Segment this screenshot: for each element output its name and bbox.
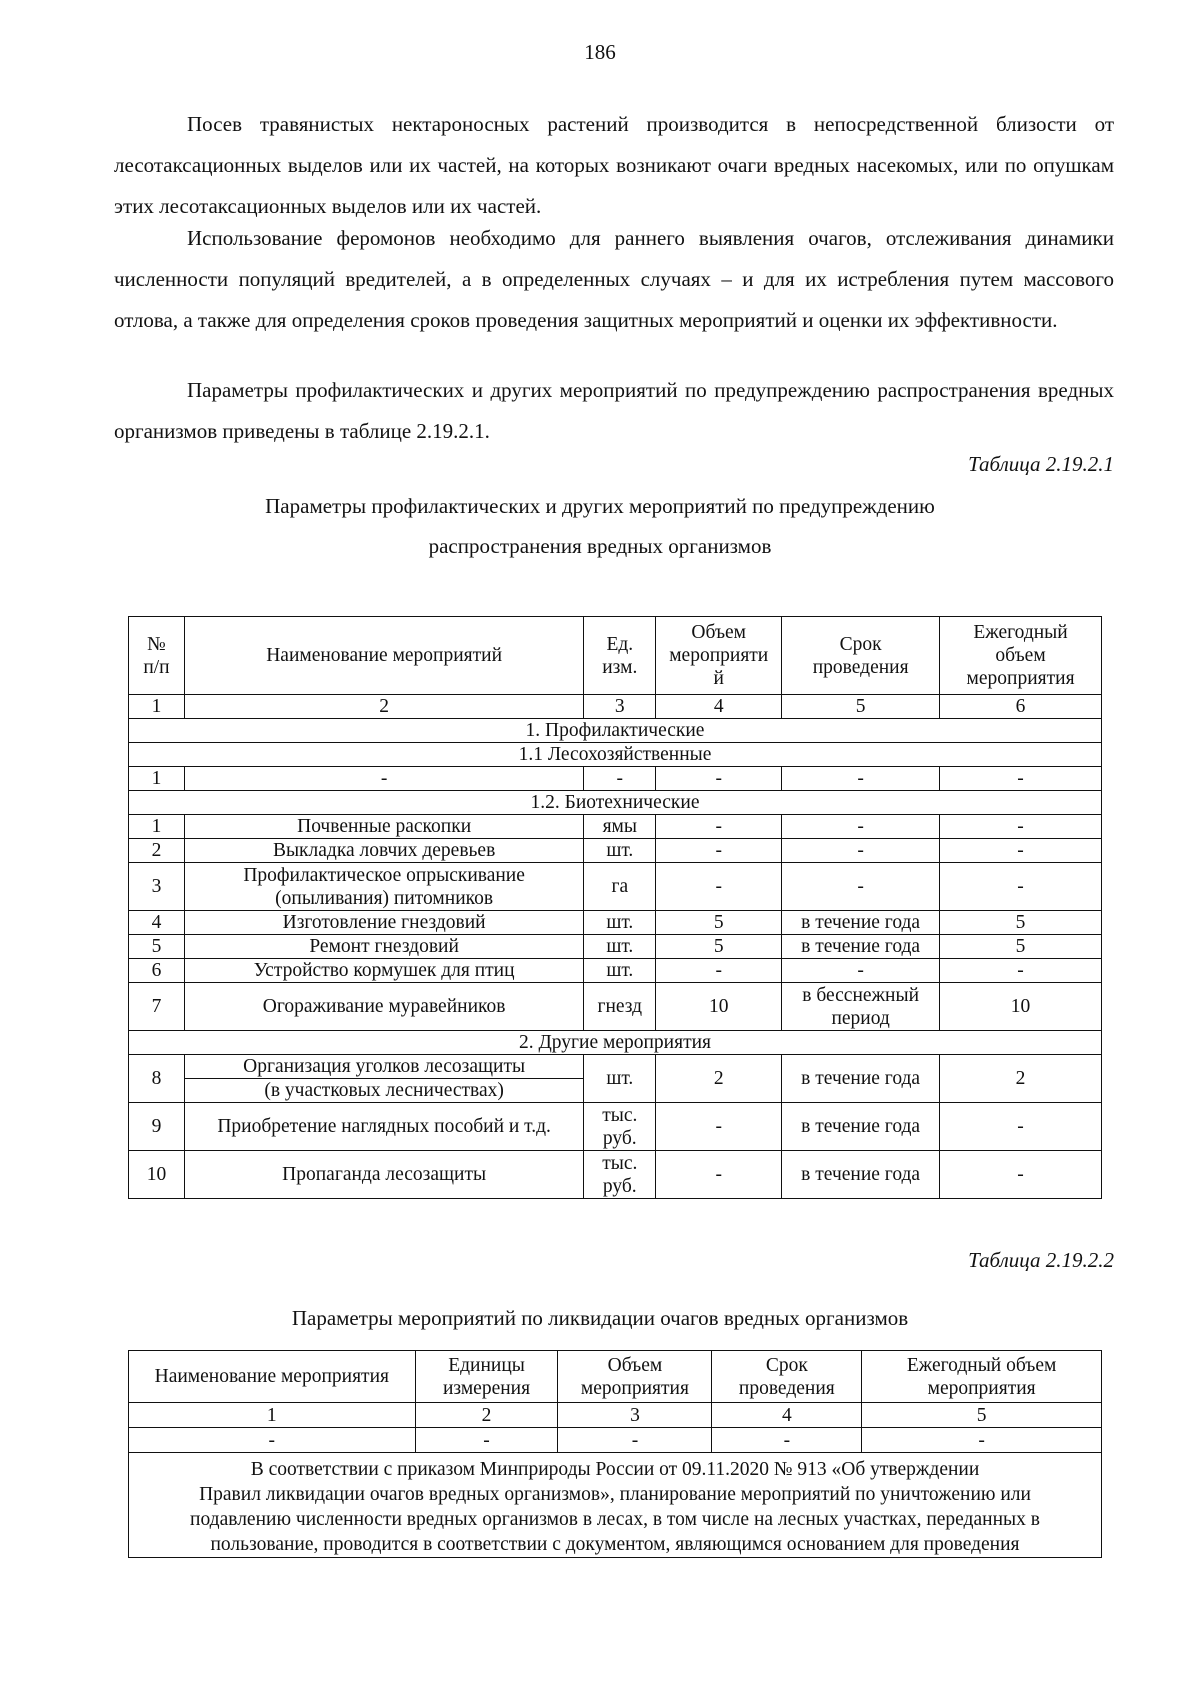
column-number-row <box>129 695 1102 719</box>
section-row <box>129 719 1102 743</box>
cell-name-line2: (в участковых лесничествах) <box>184 1079 583 1103</box>
note-line: пользование, проводится в соответствии с документом, являющимся основанием для проведения <box>210 1534 1020 1555</box>
cell-volume: 10 <box>656 983 782 1031</box>
liquidation-note <box>129 1453 1102 1558</box>
cell-volume: - <box>656 1151 782 1199</box>
table-header-row <box>129 1351 1102 1403</box>
table-row <box>129 911 1102 935</box>
cell-name: Устройство кормушек для птиц <box>184 959 583 983</box>
cell-volume: - <box>656 863 782 911</box>
table-row <box>129 815 1102 839</box>
table-row <box>129 863 1102 911</box>
cell-no: 1 <box>129 815 185 839</box>
table-row <box>129 767 1102 791</box>
table-preventive-measures <box>128 616 1102 1199</box>
cell-volume: 5 <box>656 911 782 935</box>
cell-unit: - <box>584 767 656 791</box>
col-number: 4 <box>656 695 782 719</box>
header-volume: Объем мероприятия <box>558 1351 712 1403</box>
col-number: 1 <box>129 1403 416 1428</box>
table-liquidation-measures <box>128 1350 1102 1558</box>
table2-title: Параметры мероприятий по ликвидации очагов вредных организмов <box>291 1306 909 1330</box>
cell-term: в бесснежный период <box>782 983 940 1031</box>
section-forestry: 1.1 Лесохозяйственные <box>129 743 1102 767</box>
cell-no: 6 <box>129 959 185 983</box>
cell-volume: 5 <box>656 935 782 959</box>
cell-annual: 5 <box>940 911 1102 935</box>
cell-annual: - <box>940 767 1102 791</box>
header-name: Наименование мероприятия <box>129 1351 416 1403</box>
col-number: 2 <box>184 695 583 719</box>
col-number: 1 <box>129 695 185 719</box>
cell-unit: шт. <box>584 935 656 959</box>
cell-term: в течение года <box>782 911 940 935</box>
cell-name: Пропаганда лесозащиты <box>184 1151 583 1199</box>
header-annual: Ежегодный объем мероприятия <box>862 1351 1102 1403</box>
cell-no: 9 <box>129 1103 185 1151</box>
cell-unit: гнезд <box>584 983 656 1031</box>
table-row <box>129 1055 1102 1079</box>
table-row <box>129 935 1102 959</box>
cell-name: Приобретение наглядных пособий и т.д. <box>184 1103 583 1151</box>
cell-volume: - <box>656 1103 782 1151</box>
cell-no: 4 <box>129 911 185 935</box>
table-header-row <box>129 617 1102 695</box>
cell-name: Почвенные раскопки <box>184 815 583 839</box>
cell-no: 7 <box>129 983 185 1031</box>
cell-annual: - <box>940 1103 1102 1151</box>
note-row <box>129 1453 1102 1558</box>
table-row <box>129 839 1102 863</box>
cell-term: - <box>782 863 940 911</box>
cell-volume: 2 <box>656 1055 782 1103</box>
header-annual: Ежегодный объем мероприятия <box>940 617 1102 695</box>
cell-term: - <box>782 767 940 791</box>
cell-term: в течение года <box>782 1151 940 1199</box>
col-number: 3 <box>558 1403 712 1428</box>
header-name: Наименование мероприятий <box>184 617 583 695</box>
cell-volume: - <box>656 839 782 863</box>
table-row <box>129 1103 1102 1151</box>
paragraph-nectar-plants: Посев травянистых нектароносных растений производится в непосредственной близости от лесотаксационных выделов или их частей, на которых возникают очаги вредных насекомых, или по опушкам этих лесотаксационных выделов или их частей. <box>114 112 1114 218</box>
cell-term: - <box>782 839 940 863</box>
cell-volume: - <box>558 1428 712 1453</box>
cell-annual: - <box>940 863 1102 911</box>
cell-term: - <box>782 959 940 983</box>
cell-term: в течение года <box>782 1055 940 1103</box>
table1-title-line1: Параметры профилактических и других мероприятий по предупреждению <box>265 494 935 518</box>
paragraph-pheromones: Использование феромонов необходимо для раннего выявления очагов, отслеживания динамики численности популяций вредителей, а в определенных случаях – и для их истребления путем массового отлова, а также для определения сроков проведения защитных мероприятий и оценки их эффективности. <box>114 226 1114 332</box>
cell-name: Ремонт гнездовий <box>184 935 583 959</box>
header-volume: Объем мероприяти й <box>656 617 782 695</box>
cell-annual: 2 <box>940 1055 1102 1103</box>
section-row <box>129 743 1102 767</box>
table-row <box>129 959 1102 983</box>
cell-unit: - <box>415 1428 558 1453</box>
header-no: № п/п <box>129 617 185 695</box>
cell-term: - <box>782 815 940 839</box>
cell-unit: ямы <box>584 815 656 839</box>
note-line: подавлению численности вредных организмов в лесах, в том числе на лесных участках, переданных в <box>190 1509 1040 1530</box>
cell-name: Изготовление гнездовий <box>184 911 583 935</box>
cell-name-line1: Организация уголков лесозащиты <box>184 1055 583 1079</box>
column-number-row <box>129 1403 1102 1428</box>
cell-name: Огораживание муравейников <box>184 983 583 1031</box>
header-term: Срок проведения <box>712 1351 862 1403</box>
col-number: 5 <box>782 695 940 719</box>
cell-no: 8 <box>129 1055 185 1103</box>
cell-annual: - <box>940 815 1102 839</box>
cell-no: 3 <box>129 863 185 911</box>
cell-name: Профилактическое опрыскивание (опыливания) питомников <box>184 863 583 911</box>
cell-name: Выкладка ловчих деревьев <box>184 839 583 863</box>
cell-annual: - <box>862 1428 1102 1453</box>
paragraph-table-reference: Параметры профилактических и других мероприятий по предупреждению распространения вредных организмов приведены в таблице 2.19.2.1. <box>114 378 1114 443</box>
section-other: 2. Другие мероприятия <box>129 1031 1102 1055</box>
header-unit: Единицы измерения <box>415 1351 558 1403</box>
cell-unit: шт. <box>584 911 656 935</box>
header-unit: Ед. изм. <box>584 617 656 695</box>
cell-annual: 5 <box>940 935 1102 959</box>
cell-no: 2 <box>129 839 185 863</box>
cell-annual: - <box>940 839 1102 863</box>
col-number: 3 <box>584 695 656 719</box>
section-biotechnical: 1.2. Биотехнические <box>129 791 1102 815</box>
table-row <box>129 1151 1102 1199</box>
col-number: 4 <box>712 1403 862 1428</box>
section-row <box>129 1031 1102 1055</box>
cell-term: - <box>712 1428 862 1453</box>
cell-volume: - <box>656 959 782 983</box>
cell-unit: шт. <box>584 1055 656 1103</box>
section-row <box>129 791 1102 815</box>
table1-caption: Таблица 2.19.2.1 <box>968 452 1114 476</box>
cell-unit: шт. <box>584 959 656 983</box>
cell-volume: - <box>656 767 782 791</box>
cell-annual: - <box>940 959 1102 983</box>
cell-no: 5 <box>129 935 185 959</box>
cell-term: в течение года <box>782 1103 940 1151</box>
header-term: Срок проведения <box>782 617 940 695</box>
table-row <box>129 1428 1102 1453</box>
cell-name: - <box>184 767 583 791</box>
page-number: 186 <box>584 40 616 64</box>
section-preventive: 1. Профилактические <box>129 719 1102 743</box>
cell-annual: 10 <box>940 983 1102 1031</box>
cell-name: - <box>129 1428 416 1453</box>
col-number: 2 <box>415 1403 558 1428</box>
note-line: Правил ликвидации очагов вредных организмов», планирование мероприятий по уничтожению или <box>199 1484 1031 1505</box>
cell-term: в течение года <box>782 935 940 959</box>
table2-caption: Таблица 2.19.2.2 <box>968 1248 1114 1272</box>
cell-annual: - <box>940 1151 1102 1199</box>
cell-unit: шт. <box>584 839 656 863</box>
cell-no: 1 <box>129 767 185 791</box>
table-row <box>129 983 1102 1031</box>
col-number: 6 <box>940 695 1102 719</box>
cell-unit: тыс. руб. <box>584 1151 656 1199</box>
note-line: В соответствии с приказом Минприроды России от 09.11.2020 № 913 «Об утверждении <box>250 1459 980 1480</box>
col-number: 5 <box>862 1403 1102 1428</box>
cell-unit: тыс. руб. <box>584 1103 656 1151</box>
cell-no: 10 <box>129 1151 185 1199</box>
cell-unit: га <box>584 863 656 911</box>
table1-title-line2: распространения вредных организмов <box>428 534 772 558</box>
cell-volume: - <box>656 815 782 839</box>
